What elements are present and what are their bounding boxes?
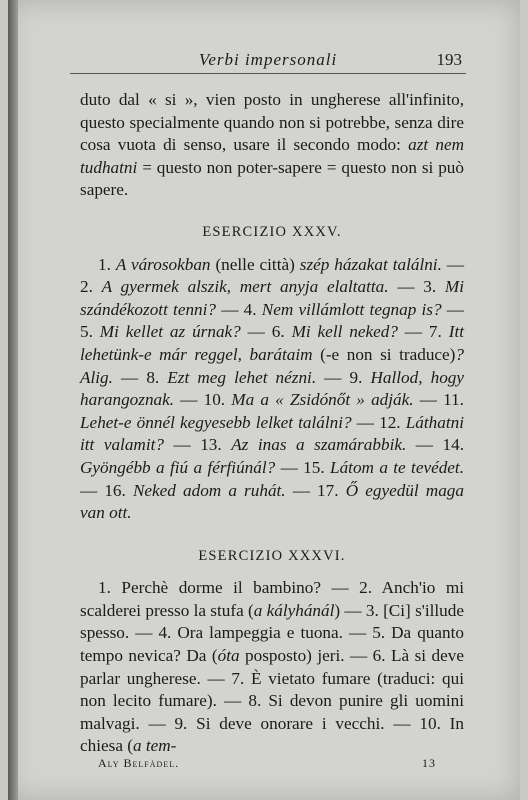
- hungarian-text: a kályhánál: [253, 600, 335, 620]
- hungarian-text: A gyermek alszik, mert anyja elaltatta.: [101, 277, 389, 297]
- italian-text: (-e non si traduce): [312, 344, 456, 364]
- hungarian-text: Ezt meg lehet nézni.: [167, 367, 317, 387]
- italian-text: — 16.: [80, 480, 133, 500]
- page-header: [68, 48, 468, 72]
- hungarian-text: Ő egyedül maga van ott.: [80, 480, 464, 523]
- hungarian-text: Gyöngébb a fiú a férfiúnál?: [80, 457, 276, 477]
- hungarian-text: ?: [455, 344, 464, 364]
- exercise-35-heading: ESERCIZIO XXXV.: [202, 223, 342, 240]
- italian-text: ) — 3. [Ci] s'illude spesso. — 4. Ora lampeggia e tuona. — 5. Da quanto tempo nevica? Da (: [80, 600, 464, 666]
- running-title: Verbi impersonali: [198, 50, 338, 69]
- page-body: [80, 89, 464, 758]
- italian-text: — 3.: [388, 277, 445, 297]
- italian-text: — 17.: [285, 480, 346, 500]
- intro-text-2: = questo non poter-sapere = questo non si può sapere.: [80, 157, 464, 200]
- sheet-number: 13: [422, 756, 436, 770]
- italian-text: — 12.: [351, 412, 406, 432]
- header-rule: [70, 73, 466, 74]
- hungarian-text: Lehet-e önnél kegyesebb lelket találni?: [80, 412, 352, 432]
- italian-text: — 14.: [406, 435, 464, 455]
- page-number: 193: [436, 50, 462, 69]
- italian-text: — 9.: [316, 367, 371, 387]
- italian-text: posposto) jeri. — 6. Là si deve parlar ungherese. — 7. È vietato fumare (traduci: qui non lecito fumare). — 8. Si devon punire gli uomini malvagi. — 9. Si deve onorare i vecchi. — 10. In chiesa (: [80, 646, 464, 756]
- hungarian-text: Ma a « Zsidónőt » adják.: [231, 390, 414, 410]
- intro-paragraph: [80, 89, 464, 202]
- italian-text: — 7.: [397, 322, 449, 342]
- italian-text: 1.: [98, 254, 116, 274]
- hungarian-text: Láthatni itt valamit?: [80, 412, 465, 455]
- hungarian-text: A városokban: [115, 254, 211, 274]
- italian-text: — 15.: [275, 457, 331, 477]
- hungarian-text: Hallod, hogy harangoznak.: [80, 367, 465, 410]
- italian-text: — 10.: [174, 390, 232, 410]
- hungarian-text: Mi szándékozott tenni?: [80, 277, 465, 319]
- italian-text: (nelle città): [210, 254, 300, 274]
- hungarian-text: a tem-: [132, 736, 177, 756]
- hungarian-text: óta: [217, 646, 240, 666]
- book-spine-shadow: [8, 0, 18, 800]
- italian-text: — 6.: [240, 322, 292, 342]
- italian-text: 1. Perchè dorme il bambino? — 2. Anch'io mi scalderei presso la stufa (: [80, 578, 464, 620]
- hungarian-text: Nem villámlott tegnap is?: [261, 299, 442, 319]
- book-page: [8, 0, 520, 800]
- exercise-35-text: [80, 254, 464, 525]
- italian-text: — 2.: [80, 254, 465, 297]
- hungarian-text: Mi kellet az úrnak?: [99, 322, 241, 342]
- hungarian-text: szép házakat találni.: [299, 254, 442, 274]
- italian-text: — 5.: [80, 299, 464, 342]
- exercise-36-heading: ESERCIZIO XXXVI.: [198, 547, 346, 564]
- exercise-36-text: [80, 577, 464, 758]
- italian-text: — 8.: [112, 367, 168, 387]
- intro-example: azt nem tudhatni: [80, 135, 464, 177]
- hungarian-text: Neked adom a ruhát.: [132, 480, 286, 500]
- italian-text: — 11.: [413, 390, 464, 410]
- hungarian-text: Látom a te tevédet.: [330, 457, 465, 477]
- hungarian-text: Az inas a szamárabbik.: [231, 435, 407, 455]
- italian-text: — 13.: [163, 435, 232, 455]
- page-footer: [80, 756, 464, 774]
- printer-signature: Aly Belfàdel.: [98, 756, 180, 770]
- hungarian-text: Alig.: [80, 367, 113, 387]
- hungarian-text: Itt lehetünk-e már reggel, barátaim: [80, 322, 465, 364]
- intro-text-1: duto dal « si », vien posto in ungherese all'infinito, questo specialmente quando non si potrebbe, senza dire cosa vuota di senso, usare il secondo modo:: [80, 90, 464, 155]
- hungarian-text: Mi kell neked?: [291, 322, 398, 342]
- italian-text: — 4.: [216, 299, 262, 319]
